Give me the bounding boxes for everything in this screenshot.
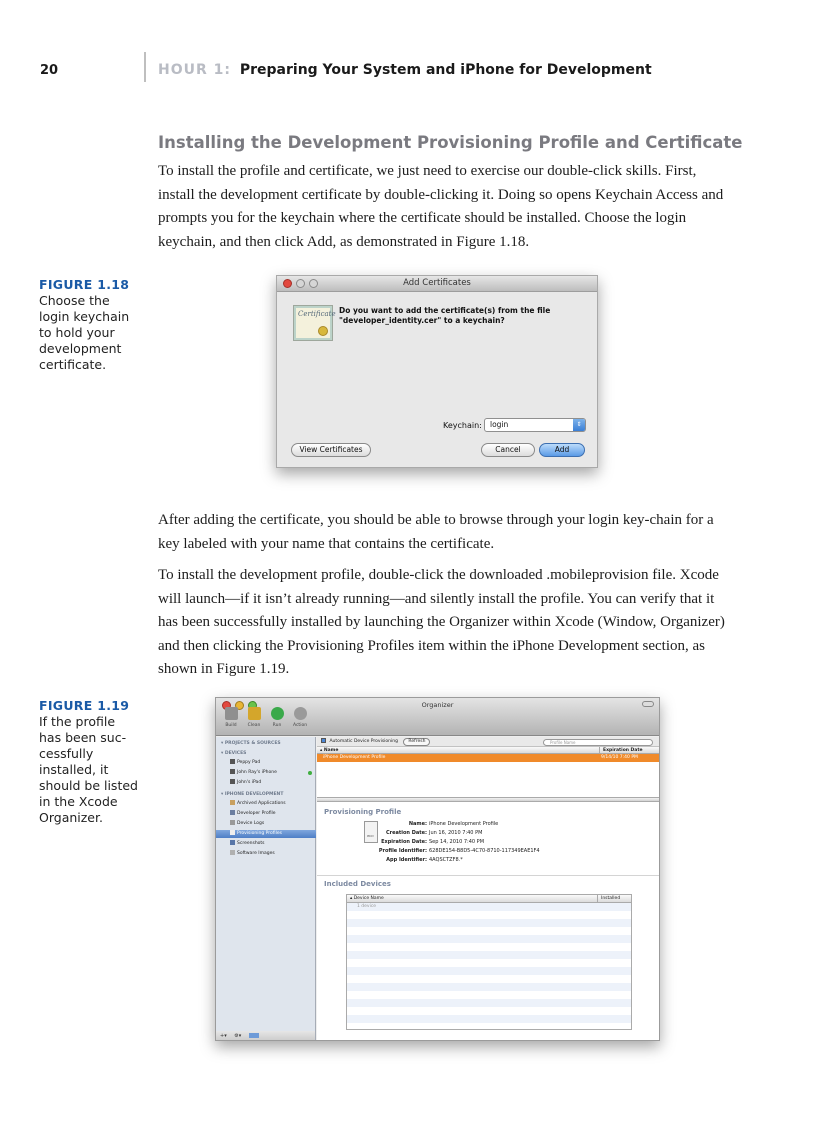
paragraph-3: To install the development profile, double-click the downloaded .mobileprovision file. Xcode will launch—if it isn’t already running—and silently install the profile. You can verify that it has been successfully installed by launching the Organizer within Xcode (Window, Organizer) and then clicking the Provisioning Profiles item within the iPhone Development section, as shown in Figure 1.19. bbox=[158, 567, 725, 677]
build-tool[interactable] bbox=[221, 707, 241, 728]
figure-1-19-text: If the profile has been suc-cessfully installed, it should be listed in the Xcode Organizer. bbox=[39, 714, 138, 825]
paragraph-2: After adding the certificate, you should be able to browse through your login key-chain for a key labeled with your name that contains the certificate. bbox=[158, 512, 714, 552]
profile-field-value: 628DE154-B8D5-4C70-8710-117349EAE1F4 bbox=[429, 848, 540, 854]
included-devices-table bbox=[346, 894, 632, 1030]
sidebar-item-screenshots[interactable]: Screenshots bbox=[216, 840, 316, 848]
organizer-sidebar bbox=[216, 737, 316, 1031]
table-row[interactable] bbox=[317, 754, 660, 762]
view-toggle-icon[interactable] bbox=[249, 1033, 259, 1038]
profile-row-name: iPhone Development Profile bbox=[323, 755, 386, 760]
clean-label: Clean bbox=[247, 723, 261, 728]
profiles-toolbar bbox=[317, 737, 660, 747]
dialog-message: Do you want to add the certificate(s) from the file "developer_identity.cer" to a keychain? bbox=[339, 306, 551, 325]
status-dot-icon bbox=[308, 771, 312, 775]
devices-table-header bbox=[347, 895, 631, 903]
figure-1-19-label: FIGURE 1.19 bbox=[39, 698, 130, 713]
organizer-window bbox=[215, 697, 660, 1041]
figure-1-18-text: Choose the login keychain to hold your development certificate. bbox=[39, 293, 130, 372]
cancel-button[interactable]: Cancel bbox=[481, 443, 535, 457]
sidebar-bottombar bbox=[216, 1031, 316, 1041]
camera-icon bbox=[230, 840, 235, 845]
gear-icon bbox=[294, 707, 307, 720]
profile-field-label: Creation Date: bbox=[385, 830, 427, 836]
sidebar-item-device[interactable]: John Ray's iPhone bbox=[216, 769, 316, 777]
profile-search-input[interactable] bbox=[543, 739, 653, 746]
iphone-icon bbox=[230, 769, 235, 774]
sidebar-item-provisioning-profiles[interactable]: Provisioning Profiles bbox=[216, 830, 316, 838]
running-head bbox=[158, 62, 652, 78]
sidebar-item-device[interactable]: John's iPad bbox=[216, 779, 316, 787]
add-button[interactable]: Add bbox=[539, 443, 585, 457]
search-placeholder: Profile Name bbox=[550, 740, 576, 745]
prov-icon-text: PROV bbox=[367, 835, 374, 838]
sidebar-item-developer-profile[interactable]: Developer Profile bbox=[216, 810, 316, 818]
page-number: 20 bbox=[40, 63, 59, 78]
disk-icon bbox=[230, 850, 235, 855]
column-installed[interactable]: Installed bbox=[597, 895, 620, 903]
gear-icon[interactable]: ⚙▾ bbox=[234, 1033, 242, 1039]
broom-icon bbox=[248, 707, 261, 720]
section-separator bbox=[317, 875, 660, 876]
profile-field-value: Jun 16, 2010 7:40 PM bbox=[429, 830, 483, 836]
header-divider bbox=[144, 52, 146, 82]
profile-row-expiration: 9/14/10 7:40 PM bbox=[601, 755, 638, 760]
view-certificates-button[interactable]: View Certificates bbox=[291, 443, 371, 457]
profile-icon bbox=[230, 830, 235, 835]
column-device-name[interactable]: ▴ Device Name bbox=[350, 896, 384, 901]
keychain-label: Keychain: bbox=[443, 421, 482, 430]
devices-header[interactable]: ▾ DEVICES bbox=[221, 751, 247, 756]
figure-1-19-caption bbox=[39, 698, 139, 826]
archive-icon bbox=[230, 800, 235, 805]
ipad-icon bbox=[230, 779, 235, 784]
profile-field-label: Name: bbox=[408, 821, 427, 827]
figure-1-18-label: FIGURE 1.18 bbox=[39, 277, 130, 292]
profile-field-value: Sep 14, 2010 7:40 PM bbox=[429, 839, 485, 845]
paragraph-1: To install the profile and certificate, we just need to exercise our double-click skills. First, install the development certificate by double-clicking it. Doing so opens Keychain Access and prompts you for the keychain where the certificate should be installed. Choose the login keychain, and then click Add, as demonstrated in Figure 1.18. bbox=[158, 163, 724, 250]
section-title: Installing the Development Provisioning Profile and Certificate bbox=[158, 133, 743, 152]
projects-header[interactable]: ▾ PROJECTS & SOURCES bbox=[221, 741, 281, 746]
certificate-icon-text: Certificate bbox=[298, 310, 336, 318]
device-count: 1 device bbox=[357, 904, 377, 909]
organizer-main bbox=[317, 737, 660, 1041]
sidebar-item-device-logs[interactable]: Device Logs bbox=[216, 820, 316, 828]
sidebar-item-software-images[interactable]: Software Images bbox=[216, 850, 316, 858]
sidebar-item-device[interactable]: Peppy Pad bbox=[216, 759, 316, 767]
select-arrows-icon: ⇕ bbox=[573, 419, 585, 431]
action-label: Action bbox=[292, 723, 308, 728]
profile-field-label: Profile Identifier: bbox=[378, 848, 427, 854]
profile-field-label: Expiration Date: bbox=[381, 839, 427, 845]
provisioning-profile-heading: Provisioning Profile bbox=[324, 808, 402, 816]
split-view-divider[interactable] bbox=[317, 797, 660, 802]
sidebar-item-archived[interactable]: Archived Applications bbox=[216, 800, 316, 808]
ipad-icon bbox=[230, 759, 235, 764]
included-devices-heading: Included Devices bbox=[324, 880, 391, 888]
action-tool[interactable] bbox=[290, 707, 310, 728]
hour-label: HOUR 1: bbox=[158, 62, 231, 78]
add-icon[interactable]: +▾ bbox=[220, 1033, 227, 1039]
log-icon bbox=[230, 820, 235, 825]
dialog-titlebar bbox=[277, 276, 597, 292]
hammer-icon bbox=[225, 707, 238, 720]
column-name[interactable]: ▴ Name bbox=[320, 748, 339, 753]
play-icon bbox=[271, 707, 284, 720]
chapter-title: Preparing Your System and iPhone for Development bbox=[239, 62, 652, 78]
clean-tool[interactable] bbox=[244, 707, 264, 728]
toolbar-toggle[interactable] bbox=[642, 701, 654, 707]
build-label: Build bbox=[225, 723, 237, 728]
refresh-button[interactable]: Refresh bbox=[403, 738, 430, 746]
run-tool[interactable] bbox=[267, 707, 287, 728]
column-expiration[interactable]: Expiration Date bbox=[599, 747, 643, 754]
organizer-title: Organizer bbox=[421, 701, 454, 709]
profiles-table-header bbox=[317, 747, 660, 754]
profile-field-value: 4AQSCTZF8.* bbox=[429, 857, 463, 863]
person-icon bbox=[230, 810, 235, 815]
figure-1-18-caption bbox=[39, 277, 139, 373]
keychain-value: login bbox=[490, 420, 509, 429]
dialog-title: Add Certificates bbox=[403, 278, 471, 288]
keychain-select[interactable] bbox=[484, 418, 586, 432]
certificate-icon bbox=[293, 305, 336, 341]
iphone-development-header[interactable]: ▾ IPHONE DEVELOPMENT bbox=[221, 792, 284, 797]
auto-provisioning-checkbox[interactable] bbox=[321, 738, 326, 743]
profile-field-value: iPhone Development Profile bbox=[429, 821, 499, 827]
auto-provisioning-label: Automatic Device Provisioning bbox=[329, 739, 398, 744]
organizer-titlebar bbox=[216, 698, 659, 736]
add-certificates-dialog bbox=[276, 275, 598, 468]
profile-field-label: App Identifier: bbox=[386, 857, 427, 863]
run-label: Run bbox=[272, 723, 282, 728]
certificate-seal-icon bbox=[318, 326, 328, 336]
